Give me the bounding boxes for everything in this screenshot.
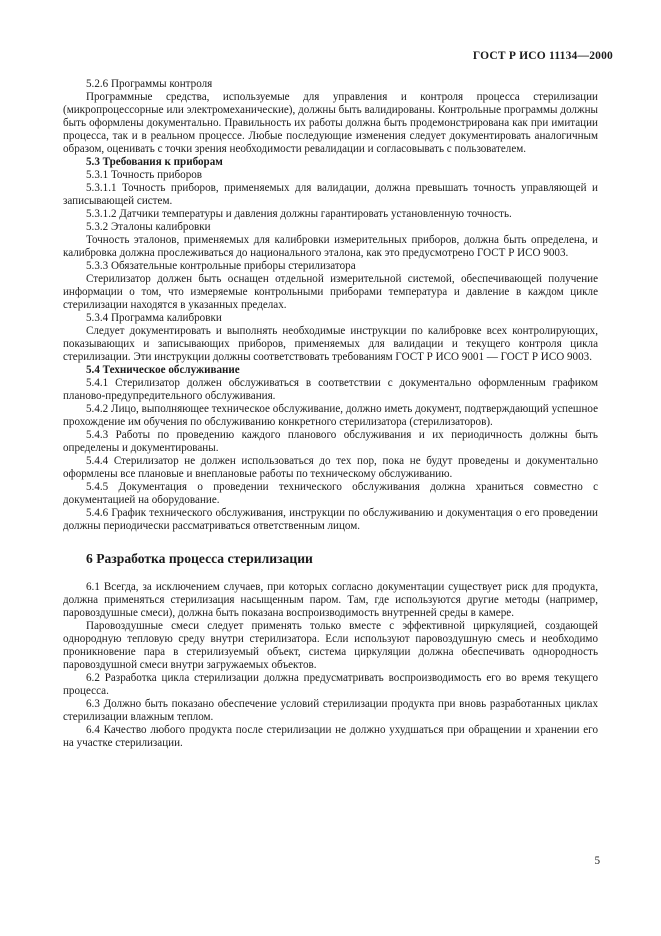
- paragraph-6-1: 6.1 Всегда, за исключением случаев, при которых согласно документации существует риск для продукта, должна применяться стерилизация насыщенным паром. Там, где используются другие методы (например, паровоздушные смеси), должна быть показана воспроизводимость внутренней среды в камере.: [63, 581, 598, 619]
- paragraph-5-3-1-2: 5.3.1.2 Датчики температуры и давления должны гарантировать установленную точность.: [86, 208, 512, 220]
- paragraph-5-4: 5.4 Техническое обслуживание: [86, 364, 240, 376]
- paragraph-5-4-1: 5.4.1 Стерилизатор должен обслуживаться в соответствии с документально оформленным графиком планово-предупредительного обслуживания.: [63, 377, 598, 402]
- paragraph-5-3-4: 5.3.4 Программа калибровки: [86, 312, 222, 324]
- page-number: 5: [594, 855, 600, 867]
- paragraph-5-4-5: 5.4.5 Документация о проведении технического обслуживания должна храниться совместно с документацией на оборудование.: [63, 481, 598, 506]
- paragraph-5-2-6: 5.2.6 Программы контроля: [86, 78, 213, 90]
- paragraph-5-4-4: 5.4.4 Стерилизатор не должен использоваться до тех пор, пока не будут проведены и документально оформлены все плановые и внеплановые работы по техническому обслуживанию.: [63, 455, 598, 480]
- paragraph-5-3-3: 5.3.3 Обязательные контрольные приборы стерилизатора: [86, 260, 356, 272]
- paragraph-6-3: 6.3 Должно быть показано обеспечение условий стерилизации продукта при вновь разработанных циклах стерилизации влажным теплом.: [63, 698, 598, 723]
- paragraph-5-3-3-body: Стерилизатор должен быть оснащен отдельной измерительной системой, обеспечивающей получение информации о том, что измеряемые контрольными приборами температура и давление в каждом цикле стерилизации находятся в указанных пределах.: [63, 273, 598, 311]
- paragraph-5-3-4-body: Следует документировать и выполнять необходимые инструкции по калибровке всех контролирующих, показывающих и записывающих приборов, применяемых для валидации и текущего контроля цикла стерилизации. Эти инструкции должны соответствовать требованиям ГОСТ Р ИСО 9001 — ГОСТ Р ИСО 9003.: [63, 325, 598, 363]
- paragraph-5-4-2: 5.4.2 Лицо, выполняющее техническое обслуживание, должно иметь документ, подтверждающий успешное прохождение им обучения по обслуживанию конкретного стерилизатора (стерилизаторов).: [63, 403, 598, 428]
- paragraph-5-3-2: 5.3.2 Эталоны калибровки: [86, 221, 211, 233]
- section-5-content: [63, 78, 598, 533]
- paragraph-5-4-3: 5.4.3 Работы по проведению каждого планового обслуживания и их периодичность должны быть определены и документированы.: [63, 429, 598, 454]
- paragraph-5-3: 5.3 Требования к приборам: [86, 156, 223, 168]
- standard-code-header: ГОСТ Р ИСО 11134—2000: [472, 50, 613, 62]
- section-6-title: 6 Разработка процесса стерилизации: [86, 551, 313, 566]
- paragraph-5-3-2-body: Точность эталонов, применяемых для калибровки измерительных приборов, должна быть определена, и калибровка должна прослеживаться до национального эталона, как это предусмотрено ГОСТ Р ИСО 9003.: [63, 234, 598, 259]
- document-body: [63, 78, 598, 750]
- section-6-content: [63, 581, 598, 750]
- paragraph-6-1-b: Паровоздушные смеси следует применять только вместе с эффективной циркуляцией, создающей однородную тепловую среду внутри стерилизатора. Если используют паровоздушную смесь и необходимо проникновение пара в стерилизуемый объект, система циркуляции должна обеспечивать однородность паровоздушной смеси внутри загружаемых объектов.: [63, 620, 598, 671]
- paragraph-5-3-1: 5.3.1 Точность приборов: [86, 169, 203, 181]
- paragraph-5-3-1-1: 5.3.1.1 Точность приборов, применяемых для валидации, должна превышать точность управляющей и записывающей систем.: [63, 182, 598, 207]
- paragraph-5-2-6-body: Программные средства, используемые для управления и контроля процесса стерилизации (микропроцессорные или электромеханические), должны быть валидированы. Контрольные программы должны быть оформлены документально. Правильность их работы должна быть продемонстрирована как при имитации процесса, так и в реальном процессе. Любые последующие изменения следует документировать аналогичным образом, оценивать с точки зрения необходимости ревалидации и согласовывать с пользователем.: [63, 91, 598, 155]
- paragraph-6-2: 6.2 Разработка цикла стерилизации должна предусматривать воспроизводимость его во время текущего процесса.: [63, 672, 598, 697]
- paragraph-5-4-6: 5.4.6 График технического обслуживания, инструкции по обслуживанию и документация о его проведении должны периодически рассматриваться ответственным лицом.: [63, 507, 598, 532]
- paragraph-6-4: 6.4 Качество любого продукта после стерилизации не должно ухудшаться при обращении и хранении его на участке стерилизации.: [63, 724, 598, 749]
